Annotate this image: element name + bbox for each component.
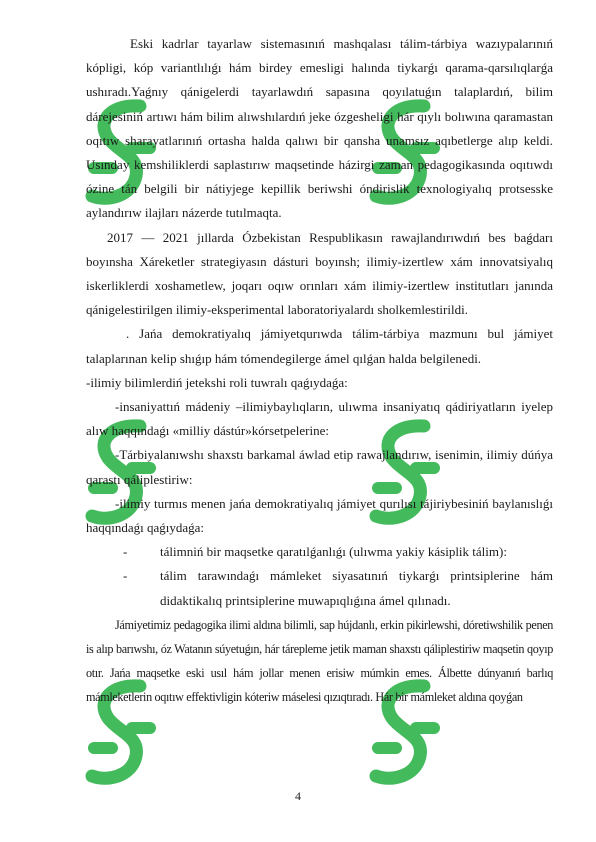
list-item [86, 540, 553, 564]
paragraph: Jámiyetimiz pedagogika ilimi aldına bilimli, sap hújdanlı, erkin pikirlewshi, dóretiwshilik penen is alıp barıwshı, óz Watanın súyetuǵın, hár tárepleme jetik maman shaxstı qáliplestiriw maqsetin qoyıp otır. Jańa maqsetke eski usıl hám jollar menen erisiw múmkin emes. Álbette dúnyanıń barlıq mámleketlerin oqıtıw effektivligin kóteriw máselesi qızıqtıradı. Hár bir mámleket aldına qoyǵan [86, 617, 553, 705]
page-number: 4 [295, 789, 301, 803]
paragraph: 2017 — 2021 jıllarda Ózbekistan Respublikasın rawajlandırıwdıń bes baǵdarı boyınsha Xáreketler strategiyasın dásturi boyınsh; ilimiy-izertlew xám innovatsiyalıq iskerliklerdi xoshametlew, joqarı oqıw orınları xám ilimiy-izertlew institutları janında qánigelestirilgen ilimiy-eksperimental laboratoriyalardı sholkemlestirildi. [86, 229, 553, 318]
paragraph: -ilimiy turmıs menen jańa demokratiyalıq jámiyet qurılısı tájiriybesiniń baylanıslıǵı haqqındaǵı qaǵıydaǵa: [86, 495, 553, 536]
paragraph: . Jańa demokratiyalıq jámiyetqurıwda tálim-tárbiya mazmunı bul jámiyet talaplarınan kelip shıǵıp hám tómendegilerge ámel qılǵan halda belgilenedi. [86, 326, 553, 366]
paragraph: -ilimiy bilimlerdiń jetekshi roli tuwralı qaǵıydaǵa: [86, 374, 348, 390]
paragraph: Eski kadrlar tayarlaw sistemasınıń mashqalası tálim-tárbiya wazıypalarınıń kópligi, kóp variantlılıǵı hám birdey emesligi halında tiykarǵı qarama-qarsılıqlarǵa ushıradı.Yaǵnıy qánigelerdi tayarlawdıń sapasına qoyılatuǵın talaplardıń, bilim dárejesiniń artıwı hám bilim alıwshılardıń jeke ózgesheligi hár qıylı bolıwına qaramastan oqıtıw sharayatlarınıń ortasha halda qalıwı bir qansha unamsız aqıbetlerge alıp keldi. Usınday kemshiliklerdi saplastırıw maqsetinde házirgi zaman pedagogikasında oqıtıwdı ózine tán belgili bir nátiyjege kepillik beriwshi óndirislik texnologiyalıq protsesske aylandırıw ilajları názerde tutılmaqta. [86, 36, 553, 221]
list-item [86, 564, 553, 612]
list-marker: - [123, 568, 128, 584]
document-body [86, 32, 553, 710]
paragraph: -Tárbiyalanıwshı shaxstı barkamal áwlad etip rawajlandırıw, isenimin, ilimiy dúńya qarastı qáliplestiriw: [86, 447, 553, 487]
list-marker: - [123, 544, 128, 560]
list-item-text: tálimniń bir maqsetke qaratılǵanlıǵı (ulıwma yakiy kásiplik tálim): [160, 544, 507, 560]
paragraph: -insaniyattıń mádeniy –ilimiybaylıqların, ulıwma insaniyatıq qádiriyatların iyelep alıw haqqındaǵı «milliy dástúr»kórsetpelerine: [86, 399, 553, 439]
list-item-text: tálim tarawındaǵı mámleket siyasatınıń tiykarǵı printsiplerine hám didaktikalıq printsiplerine muwapıqlıǵına ámel qılınadı. [160, 568, 553, 608]
